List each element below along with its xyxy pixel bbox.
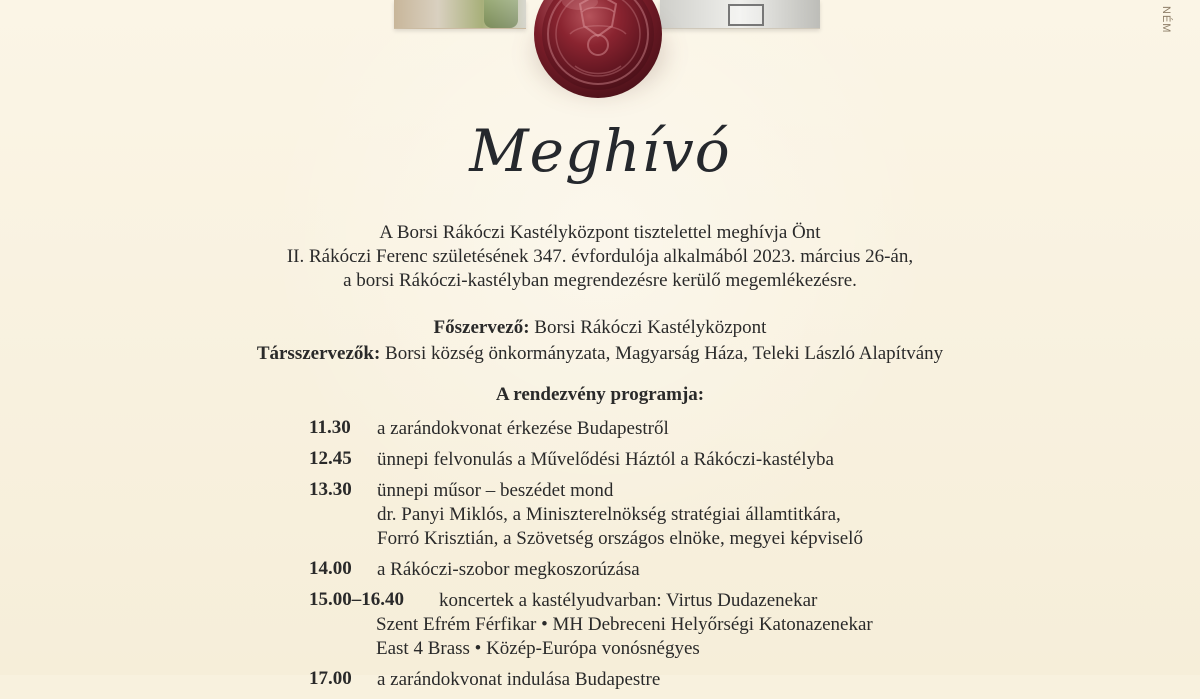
- co-organizers-value: Borsi község önkormányzata, Magyarság Háza, Teleki László Alapítvány: [385, 343, 944, 364]
- program-subtext: dr. Panyi Miklós, a Miniszterelnökség stratégiai államtitkára,: [377, 504, 841, 525]
- program-item: [309, 558, 989, 582]
- program-item: [309, 479, 989, 551]
- program-heading: A rendezvény programja:: [495, 384, 705, 405]
- program-text: ünnepi felvonulás a Művelődési Háztól a Rákóczi-kastélyba: [377, 449, 834, 470]
- program-item: [309, 668, 989, 692]
- program-time: 12.45: [309, 448, 352, 469]
- intro-line: a borsi Rákóczi-kastélyban megrendezésre kerülő megemlékezésre.: [343, 270, 857, 291]
- program-item: [309, 417, 989, 441]
- program-time: 13.30: [309, 479, 352, 500]
- program-item: [309, 589, 989, 661]
- program-time: 11.30: [309, 417, 351, 438]
- program-item: [309, 448, 989, 472]
- edge-text: NÉM: [1160, 6, 1172, 34]
- program-text: a zarándokvonat indulása Budapestre: [377, 669, 661, 690]
- program-text: a Rákóczi-szobor megkoszorúzása: [377, 559, 640, 580]
- wax-seal-icon: [530, 0, 666, 102]
- program-time: 14.00: [309, 558, 352, 579]
- program-subtext: East 4 Brass • Közép-Európa vonósnégyes: [376, 638, 700, 659]
- program-text: a zarándokvonat érkezése Budapestről: [377, 418, 669, 439]
- main-organizer-line: [0, 315, 1200, 341]
- intro-line: A Borsi Rákóczi Kastélyközpont tisztelettel meghívja Önt: [379, 222, 821, 243]
- program-subtext: Forró Krisztián, a Szövetség országos elnöke, megyei képviselő: [377, 528, 863, 549]
- program-text: koncertek a kastélyudvarban: Virtus Dudazenekar: [439, 590, 818, 611]
- main-organizer-label: Főszervező:: [433, 317, 530, 338]
- program-time: 17.00: [309, 668, 352, 689]
- program-text: ünnepi műsor – beszédet mond: [377, 480, 614, 501]
- top-left-photo: [394, 0, 526, 29]
- organizers-block: [0, 315, 1200, 367]
- top-right-photo: [660, 0, 820, 29]
- co-organizers-label: Társszervezők:: [256, 343, 381, 364]
- co-organizers-line: [0, 341, 1200, 367]
- intro-text: [0, 221, 1200, 293]
- program-time: 15.00–16.40: [309, 589, 404, 610]
- program-subtext: Szent Efrém Férfikar • MH Debreceni Helyőrségi Katonazenekar: [376, 614, 873, 635]
- invitation-title: Meghívó: [469, 117, 731, 185]
- intro-line: II. Rákóczi Ferenc születésének 347. évfordulója alkalmából 2023. március 26-án,: [286, 246, 914, 267]
- main-organizer-value: Borsi Rákóczi Kastélyközpont: [534, 317, 767, 338]
- program-list: [309, 417, 989, 699]
